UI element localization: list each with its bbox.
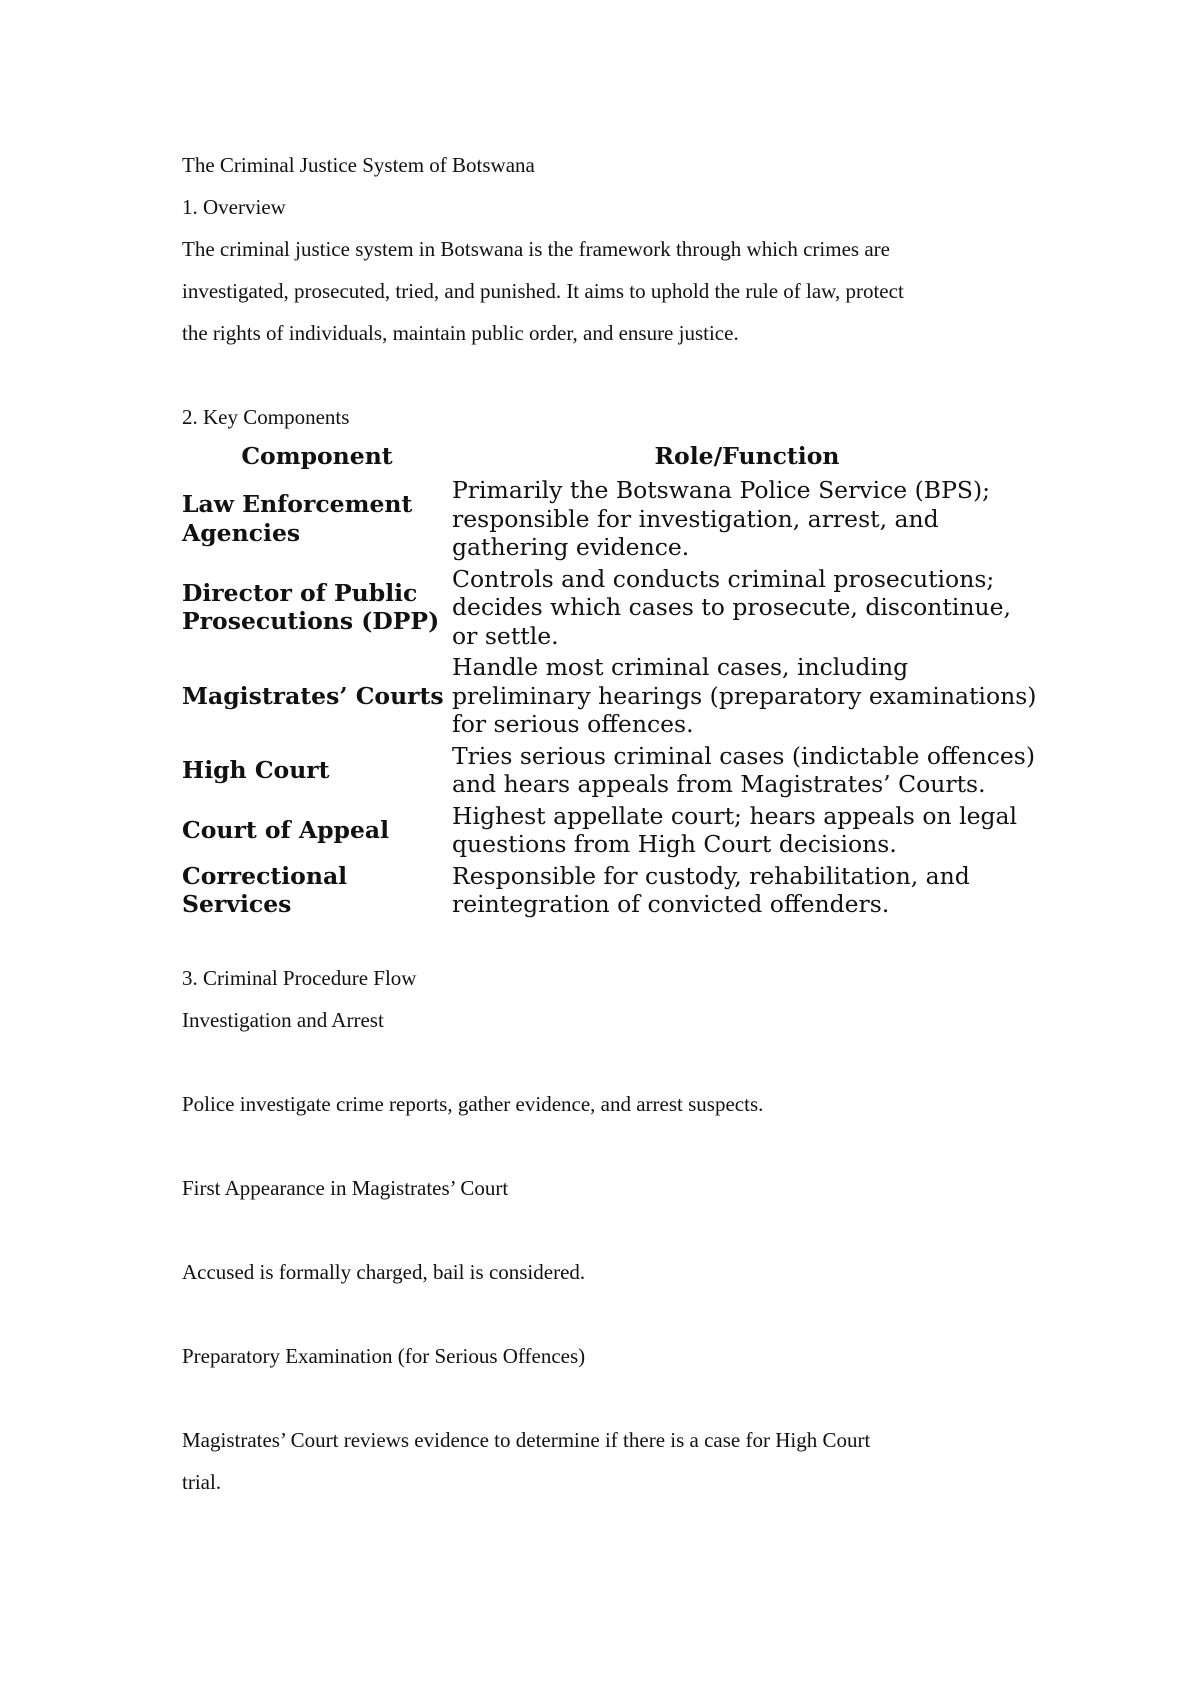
section-heading-procedure-flow: 3. Criminal Procedure Flow bbox=[182, 965, 417, 990]
spacer bbox=[182, 1125, 1042, 1167]
role-cell: Tries serious criminal cases (indictable offences) and hears appeals from Magistrates’ Courts. bbox=[452, 741, 1036, 798]
spacer bbox=[182, 1209, 1042, 1251]
table-header-row bbox=[182, 442, 1042, 470]
component-cell: Court of Appeal bbox=[182, 815, 390, 844]
components-table bbox=[182, 442, 1042, 919]
table-row bbox=[182, 476, 1042, 562]
role-cell: Responsible for custody, rehabilitation, and reintegration of convicted offenders. bbox=[452, 861, 970, 918]
component-cell: Law Enforcement Agencies bbox=[182, 490, 413, 547]
role-cell: Handle most criminal cases, including preliminary hearings (preparatory examinations) for serious offences. bbox=[452, 653, 1037, 738]
overview-line: investigated, prosecuted, tried, and punished. It aims to uphold the rule of law, protect bbox=[182, 279, 904, 303]
step-text: trial. bbox=[182, 1469, 222, 1494]
component-cell: Magistrates’ Courts bbox=[182, 681, 444, 710]
overview-line: The criminal justice system in Botswana is the framework through which crimes are bbox=[182, 237, 890, 261]
table-row bbox=[182, 802, 1042, 859]
spacer bbox=[182, 354, 1042, 396]
document-page bbox=[182, 144, 1042, 1503]
role-cell: Primarily the Botswana Police Service (BPS); responsible for investigation, arrest, and gathering evidence. bbox=[452, 476, 991, 561]
step-text: Magistrates’ Court reviews evidence to determine if there is a case for High Court bbox=[182, 1427, 871, 1452]
spacer bbox=[182, 1293, 1042, 1335]
section-heading-overview: 1. Overview bbox=[182, 195, 286, 219]
step-heading: Preparatory Examination (for Serious Offences) bbox=[182, 1343, 586, 1368]
table-row bbox=[182, 653, 1042, 739]
table-row bbox=[182, 862, 1042, 919]
document-title: The Criminal Justice System of Botswana bbox=[182, 153, 535, 177]
component-cell: High Court bbox=[182, 755, 330, 784]
spacer bbox=[182, 1377, 1042, 1419]
component-cell: Correctional Services bbox=[182, 861, 348, 918]
spacer bbox=[182, 1041, 1042, 1083]
section-heading-key-components: 2. Key Components bbox=[182, 405, 350, 429]
step-heading: Investigation and Arrest bbox=[182, 1007, 384, 1032]
component-cell: Director of Public Prosecutions (DPP) bbox=[182, 578, 440, 636]
overview-line: the rights of individuals, maintain public order, and ensure justice. bbox=[182, 321, 739, 345]
role-cell: Highest appellate court; hears appeals on legal questions from High Court decisions. bbox=[452, 801, 1018, 858]
step-heading: First Appearance in Magistrates’ Court bbox=[182, 1175, 509, 1200]
step-text: Accused is formally charged, bail is considered. bbox=[182, 1259, 586, 1284]
header-component: Component bbox=[241, 442, 393, 470]
role-cell: Controls and conducts criminal prosecutions; decides which cases to prosecute, discontinue, or settle. bbox=[452, 564, 1012, 650]
table-row bbox=[182, 565, 1042, 651]
header-role-function: Role/Function bbox=[654, 442, 840, 470]
table-row bbox=[182, 742, 1042, 799]
step-text: Police investigate crime reports, gather evidence, and arrest suspects. bbox=[182, 1091, 764, 1116]
